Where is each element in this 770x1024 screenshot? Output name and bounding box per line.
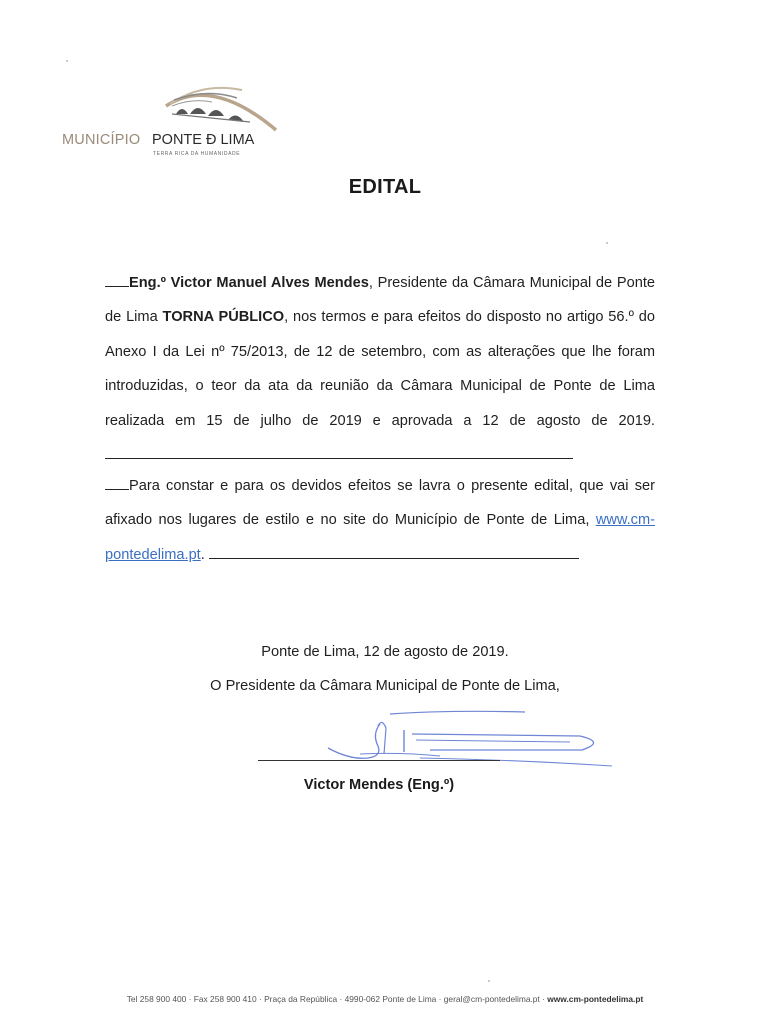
scan-speck (488, 980, 490, 982)
logo-tagline: TERRA RICA DA HUMANIDADE (153, 151, 241, 157)
speaker-role: , Presidente da Câmara Municipal de Ponte de Lima (105, 275, 655, 326)
edict-paragraph-1 (105, 266, 655, 472)
torna-publico-text: TORNA PÚBLICO (162, 309, 285, 326)
fill-line (105, 445, 573, 459)
signer-name: Victor Mendes (Eng.º) (303, 777, 455, 793)
website-link[interactable]: www.cm-pontedelima.pt (105, 512, 655, 563)
paragraph-2-text: Para constar e para os devidos efeitos se lavra o presente edital, que vai ser afixado nos lugares de estilo e no site do Município de Ponte de Lima, (105, 478, 655, 529)
page-title: EDITAL (348, 176, 422, 198)
signature-line (258, 760, 500, 761)
footer-website: www.cm-pontedelima.pt (547, 994, 644, 1004)
logo-municipio-text: MUNICÍPIO (62, 132, 141, 148)
link-period: . (200, 546, 205, 563)
paragraph-1-rest: , nos termos e para efeitos do disposto no artigo 56.º do Anexo I da Lei nº 75/2013, de 12 de setembro, com as alterações que lhe foram introduzidas, o teor da ata da reunião da Câmara Municipal de Ponte de Lima realizada em 15 de julho de 2019 e aprovada a 12 de agosto de 2019. (105, 309, 655, 429)
logo-ponte-de-lima-text: PONTE Ð LIMA (152, 132, 255, 148)
signatory-title: O Presidente da Câmara Municipal de Ponte de Lima, (210, 678, 560, 694)
place-date: Ponte de Lima, 12 de agosto de 2019. (261, 644, 509, 660)
scan-speck (606, 242, 608, 244)
underscore-indent (105, 476, 129, 490)
fill-line (209, 545, 579, 559)
handwritten-signature (320, 706, 620, 776)
scan-speck (66, 60, 68, 62)
edict-paragraph-2 (105, 469, 655, 572)
footer-contact-text: Tel 258 900 400 · Fax 258 900 410 · Praça da República · 4990-062 Ponte de Lima · geral@cm-pontedelima.pt · (126, 994, 548, 1004)
footer-contact (0, 994, 770, 1004)
underscore-indent (105, 273, 129, 287)
bridge-logo-icon (62, 78, 292, 138)
speaker-name: Eng.º Victor Manuel Alves Mendes (129, 275, 369, 291)
municipality-logo (62, 78, 292, 162)
